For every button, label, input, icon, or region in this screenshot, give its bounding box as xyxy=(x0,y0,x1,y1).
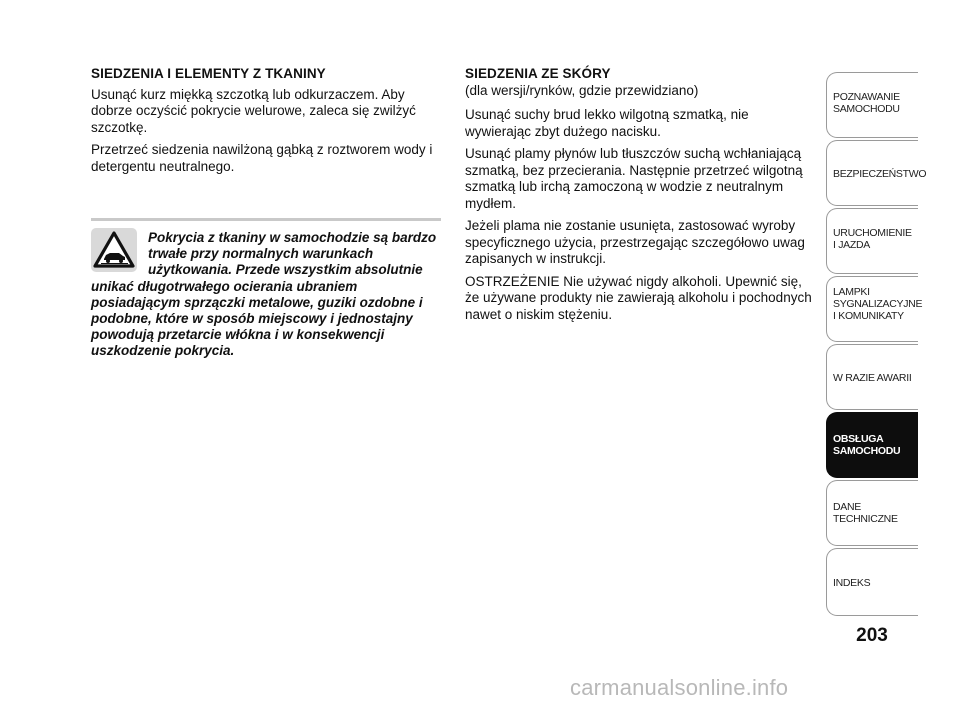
leather-paragraph-4: OSTRZEŻENIE Nie używać nigdy alkoholi. Upewnić się, że używane produkty nie zawierają alkoholu i pochodnych nawet o niskim stężeniu. xyxy=(465,273,812,322)
tab-label-line: I KOMUNIKATY xyxy=(833,310,904,322)
leather-seats-heading: SIEDZENIA ZE SKÓRY xyxy=(465,66,611,81)
tab-label-line: BEZPIECZEŃSTWO xyxy=(833,168,927,180)
tab-label-line: TECHNICZNE xyxy=(833,513,898,525)
tab-label-line: SAMOCHODU xyxy=(833,103,900,115)
fabric-paragraph-1: Usunąć kurz miękką szczotką lub odkurzaczem. Aby dobrze oczyścić pokrycie welurowe, zaleca się zwilżyć szczotkę. xyxy=(91,86,416,135)
tab-label-line: OBSŁUGA xyxy=(833,433,884,445)
fabric-paragraph-2: Przetrzeć siedzenia nawilżoną gąbką z roztworem wody i detergentu neutralnego. xyxy=(91,142,433,174)
tab-label-line: SYGNALIZACYJNE xyxy=(833,298,923,310)
sidebar-tab-technical-data[interactable] xyxy=(826,480,918,546)
tab-label-line: LAMPKI xyxy=(833,286,870,298)
left-column xyxy=(91,66,441,181)
warning-divider xyxy=(91,218,441,221)
leather-paragraph-3: Jeżeli plama nie zostanie usunięta, zastosować wyroby specyficznego użycia, przestrzegając szczegółowo uwag zapisanych w instrukcji. xyxy=(465,218,805,266)
sidebar-tab-vehicle-knowledge[interactable] xyxy=(826,72,918,138)
tab-label-line: DANE xyxy=(833,501,861,513)
tab-label-line: INDEKS xyxy=(833,577,871,589)
sidebar-tab-emergency[interactable] xyxy=(826,344,918,410)
right-column xyxy=(465,66,815,329)
leather-paragraph-2: Usunąć plamy płynów lub tłuszczów suchą wchłaniającą szmatką, bez przecierania. Następnie przetrzeć wilgotną szmatką lub irchą zamoczoną w wodzie z neutralnym mydłem. xyxy=(465,146,803,211)
watermark: carmanualsonline.info xyxy=(570,675,789,700)
fabric-seats-heading: SIEDZENIA I ELEMENTY Z TKANINY xyxy=(91,66,326,81)
warning-text: Pokrycia z tkaniny w samochodzie są bardzo trwałe przy normalnych warunkach użytkowania. Przede wszystkim absolutnie unikać długotrwałego ocierania ubraniem posiadającym sprzączki metalowe, guziki ozdobne i podobne, które w sposób miejscowy i jednostajny powodują przetarcie włókna i w konsekwencji uszkodzenie pokrycia. xyxy=(91,230,437,359)
tab-label-line: W RAZIE AWARII xyxy=(833,372,912,384)
page-number: 203 xyxy=(856,625,888,646)
leather-paragraph-1: Usunąć suchy brud lekko wilgotną szmatką, nie wywierając zbyt dużego nacisku. xyxy=(465,107,749,139)
tab-label-line: URUCHOMIENIE xyxy=(833,227,912,239)
leather-subheading: (dla wersji/rynków, gdzie przewidziano) xyxy=(465,82,699,98)
tab-label-line: SAMOCHODU xyxy=(833,445,901,457)
sidebar-tab-starting-driving[interactable] xyxy=(826,208,918,274)
sidebar-tab-warning-lights[interactable] xyxy=(826,276,923,342)
sidebar-tab-safety[interactable] xyxy=(826,140,927,206)
sidebar-tab-maintenance[interactable] xyxy=(826,412,918,478)
tab-label-line: I JAZDA xyxy=(833,239,870,251)
sidebar-tab-index[interactable] xyxy=(826,548,918,616)
tab-label-line: POZNAWANIE xyxy=(833,91,900,103)
